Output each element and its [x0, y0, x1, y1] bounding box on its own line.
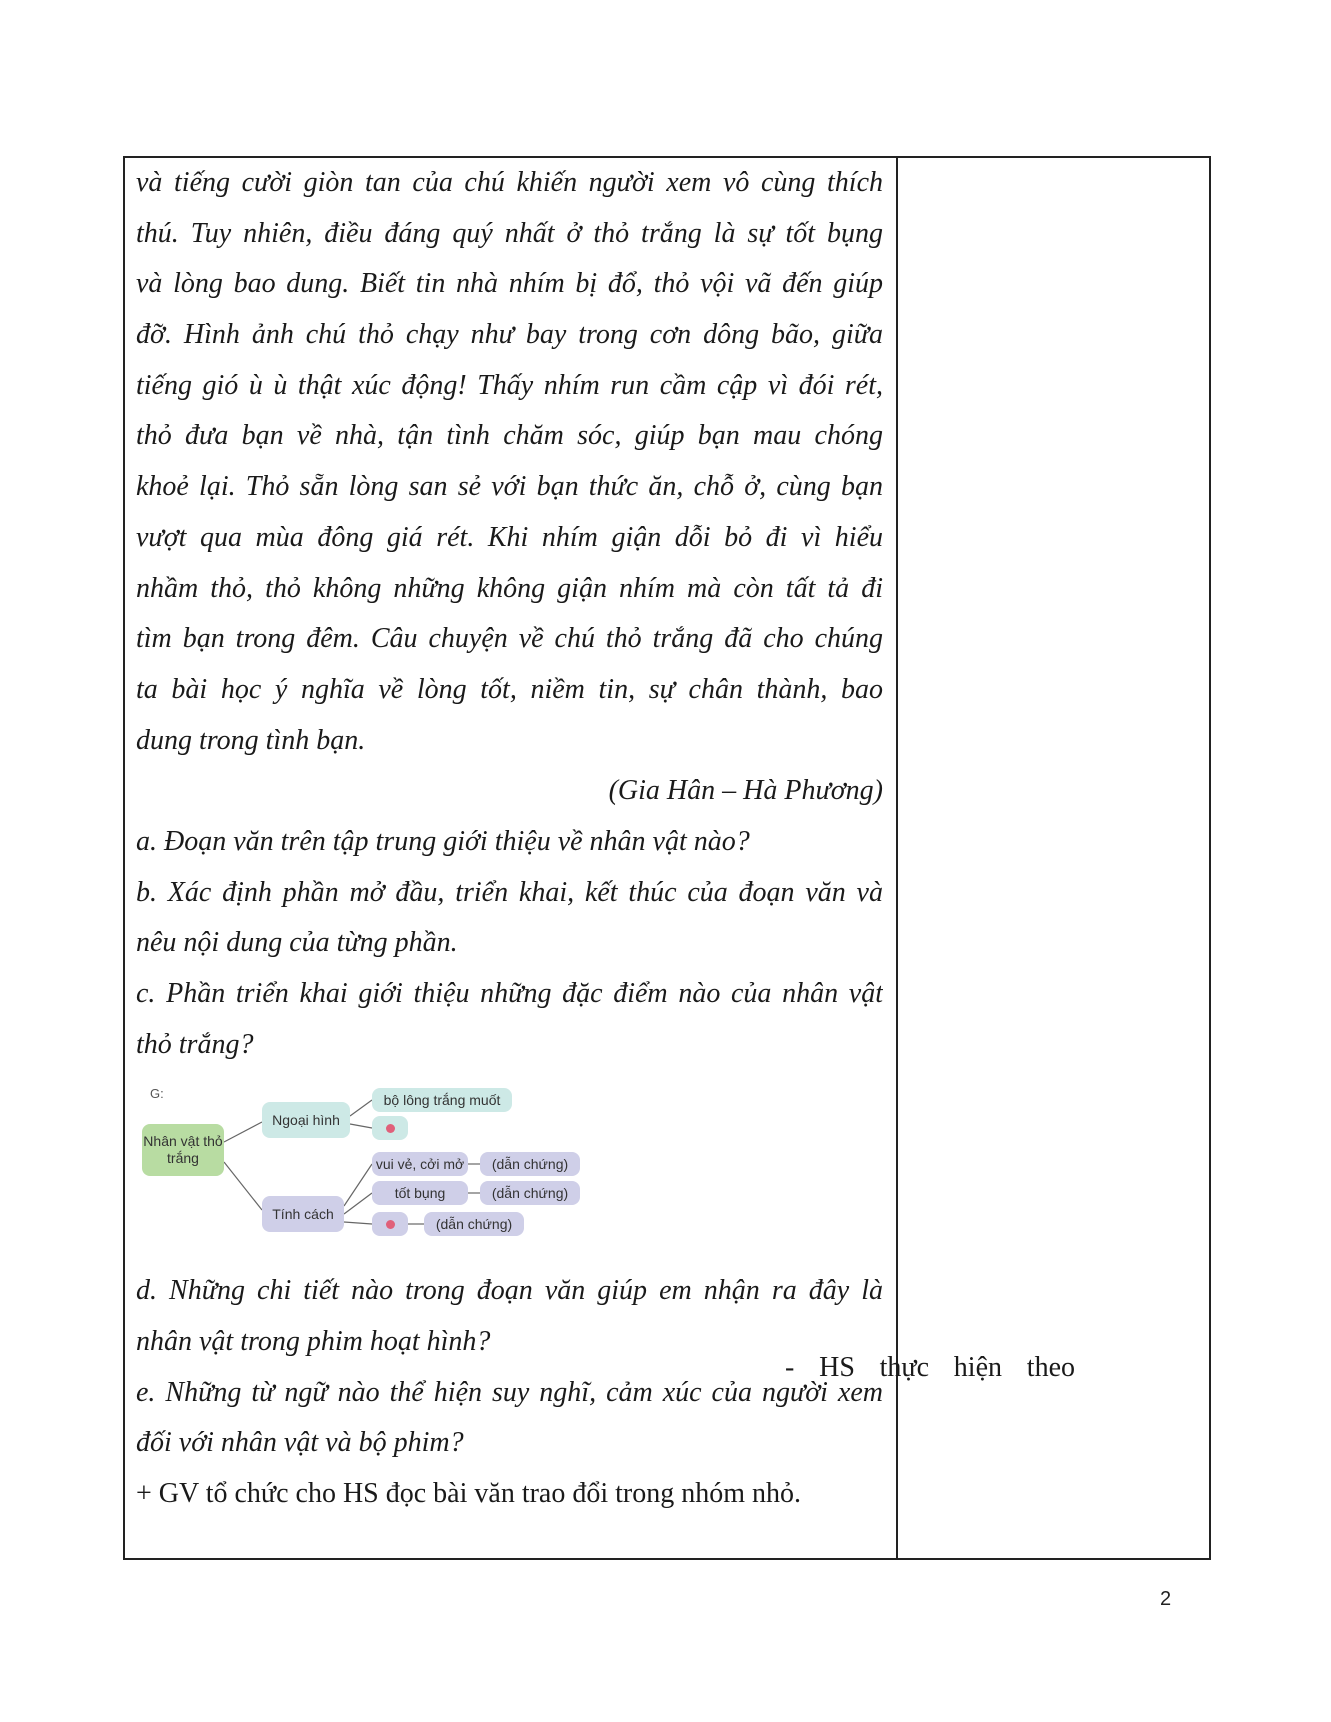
mindmap-trait-2: tốt bụng	[372, 1181, 468, 1205]
passage-line: tìm bạn trong đêm. Câu chuyện về chú thỏ trắng đã cho chúng	[136, 623, 883, 655]
question-c: c. Phần triển khai giới thiệu những đặc điểm nào của nhân vật	[136, 978, 883, 1009]
passage-line: đỡ. Hình ảnh chú thỏ chạy như bay trong cơn dông bão, giữa	[136, 319, 883, 351]
mindmap-appearance-node: Ngoại hình	[262, 1102, 350, 1138]
passage-line: và lòng bao dung. Biết tin nhà nhím bị đổ, thỏ vội vã đến giúp	[136, 268, 883, 300]
passage-line: tiếng gió ù ù thật xúc động! Thấy nhím run cầm cập vì đói rét,	[136, 369, 883, 401]
question-b: b. Xác định phần mở đầu, triển khai, kết thúc của đoạn văn và	[136, 876, 883, 908]
mindmap-appearance-item: bộ lông trắng muốt	[372, 1088, 512, 1112]
question-d: d. Những chi tiết nào trong đoạn văn giúp em nhận ra đây là	[136, 1275, 883, 1307]
mindmap-evidence-1: (dẫn chứng)	[480, 1152, 580, 1176]
passage-line: nhầm thỏ, thỏ không những không giận nhím mà còn tất tả đi	[136, 572, 883, 604]
mindmap-personality-node: Tính cách	[262, 1196, 344, 1232]
bullet-dot-icon	[386, 1220, 395, 1229]
page-number: 2	[1160, 1588, 1172, 1610]
student-note: - HS thực hiện theo	[785, 1352, 1075, 1383]
character-mindmap	[136, 1076, 596, 1258]
left-cell	[136, 158, 883, 1520]
passage-line: thỏ đưa bạn về nhà, tận tình chăm sóc, giúp bạn mau chóng	[136, 420, 883, 452]
mindmap-evidence-3: (dẫn chứng)	[424, 1212, 524, 1236]
mindmap-g-label: G:	[150, 1086, 164, 1102]
question-e-cont: đối với nhân vật và bộ phim?	[136, 1427, 464, 1459]
mindmap-evidence-2: (dẫn chứng)	[480, 1181, 580, 1205]
passage-line: dung trong tình bạn.	[136, 724, 366, 756]
question-b-cont: nêu nội dung của từng phần.	[136, 927, 458, 959]
mindmap-trait-1: vui vẻ, cởi mở	[372, 1152, 468, 1176]
question-e: e. Những từ ngữ nào thể hiện suy nghĩ, cảm xúc của người xem	[136, 1376, 883, 1408]
passage-line: vượt qua mùa đông giá rét. Khi nhím giận dỗi bỏ đi vì hiểu	[136, 521, 883, 553]
passage-line: thú. Tuy nhiên, điều đáng quý nhất ở thỏ trắng là sự tốt bụng	[136, 217, 883, 249]
bullet-dot-icon	[386, 1124, 395, 1133]
passage-line: ta bài học ý nghĩa về lòng tốt, niềm tin, sự chân thành, bao	[136, 673, 883, 705]
question-a: a. Đoạn văn trên tập trung giới thiệu về nhân vật nào?	[136, 825, 750, 857]
passage-line: và tiếng cười giòn tan của chú khiến người xem vô cùng thích	[136, 167, 883, 198]
mindmap-root-node: Nhân vật thỏ trắng	[142, 1124, 224, 1176]
question-d-cont: nhân vật trong phim hoạt hình?	[136, 1326, 491, 1358]
question-c-cont: thỏ trắng?	[136, 1028, 254, 1060]
passage-line: khoẻ lại. Thỏ sẵn lòng san sẻ với bạn thức ăn, chỗ ở, cùng bạn	[136, 471, 883, 503]
author-credit: (Gia Hân – Hà Phương)	[608, 775, 883, 807]
mindmap-blank-trait	[372, 1212, 408, 1236]
mindmap-blank-appearance	[372, 1116, 408, 1140]
teacher-note: + GV tổ chức cho HS đọc bài văn trao đổi trong nhóm nhỏ.	[136, 1478, 802, 1510]
